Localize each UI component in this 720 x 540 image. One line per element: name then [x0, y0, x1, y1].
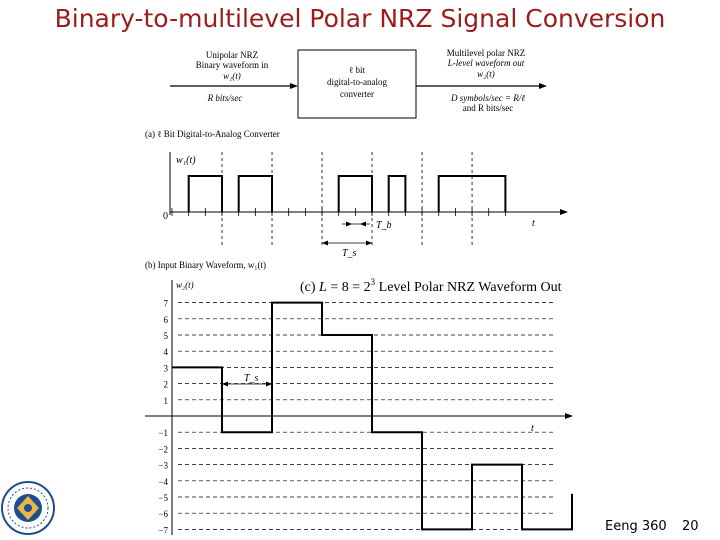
caption-c	[300, 277, 562, 295]
binary-pulse	[189, 176, 222, 212]
input-label-1: Unipolar NRZ	[205, 50, 259, 60]
level-tick-label: −3	[158, 460, 168, 471]
input-label-3: w₁(t)	[223, 71, 241, 81]
caption-c-sup: 3	[370, 277, 376, 287]
level-tick-labels	[158, 299, 168, 536]
ts2-label: T_s	[244, 373, 259, 384]
level-tick-label: 5	[163, 331, 168, 341]
input-arrowhead	[290, 83, 298, 89]
input-rate: R bits/sec	[207, 93, 243, 103]
output-rate-1: D symbols/sec = R/ℓ	[450, 93, 526, 103]
level-tick-label: −7	[158, 525, 168, 536]
level-tick-label: 2	[163, 379, 168, 390]
converter-line-2: digital-to-analog	[327, 77, 387, 87]
caption-a: (a) ℓ Bit Digital-to-Analog Converter	[145, 129, 280, 139]
multilevel-t-arrowhead	[565, 413, 573, 419]
ts-arrow-left	[322, 241, 328, 246]
output-label-2: L-level waveform out	[447, 58, 525, 68]
caption-c-prefix: (c)	[300, 280, 320, 295]
level-tick-label: −2	[158, 444, 168, 455]
binary-ylabel: w₁(t)	[176, 155, 196, 166]
symbol-dividers	[222, 152, 472, 248]
converter-line-3: converter	[340, 89, 374, 99]
footer-page-number: 20	[682, 519, 699, 534]
multilevel-t-label: t	[531, 423, 534, 434]
binary-pulse	[239, 176, 272, 212]
output-label-3: w₂(t)	[477, 69, 495, 79]
binary-pulse	[339, 176, 372, 212]
tb-arrow-left	[346, 222, 352, 227]
level-tick-label: −1	[158, 428, 168, 439]
block-diagram	[170, 48, 547, 118]
multilevel-ylabel: w₂(t)	[176, 280, 194, 290]
level-tick-label: 6	[163, 314, 168, 325]
caption-c-suffix: Level Polar NRZ Waveform Out	[375, 280, 562, 295]
university-logo	[2, 482, 54, 534]
output-rate-2: and R bits/sec	[462, 103, 514, 113]
level-tick-label: −5	[158, 493, 168, 503]
binary-pulse	[389, 176, 406, 212]
output-label-1: Multilevel polar NRZ	[446, 48, 526, 58]
footer-course: Eeng 360	[605, 519, 667, 534]
ts-arrow-right	[366, 241, 372, 246]
output-arrowhead	[539, 83, 547, 89]
level-tick-label: 3	[163, 363, 168, 374]
input-label-2: Binary waveform in	[195, 60, 269, 70]
level-tick-label: 1	[163, 395, 168, 406]
binary-t-label: t	[532, 218, 535, 229]
level-tick-label: 7	[163, 298, 168, 309]
binary-pulses	[189, 176, 506, 212]
caption-c-eq: = 8 = 2	[326, 280, 371, 295]
caption-c-l: L	[319, 280, 327, 295]
level-tick-label: −6	[158, 509, 168, 520]
slide-title: Binary-to-multilevel Polar NRZ Signal Conversion	[54, 4, 666, 33]
multilevel-waveform-panel	[145, 280, 573, 535]
level-tick-label: 4	[163, 347, 168, 358]
binary-t-arrowhead	[560, 209, 568, 215]
caption-b: (b) Input Binary Waveform, w₁(t)	[145, 260, 266, 270]
binary-waveform-panel	[163, 152, 568, 259]
binary-origin-label: 0	[163, 211, 168, 222]
ts-label: T_s	[342, 248, 357, 259]
level-tick-label: −4	[158, 476, 168, 487]
converter-line-1: ℓ bit	[348, 65, 366, 75]
tb-label: T_b	[376, 220, 392, 231]
tb-arrow-right	[360, 222, 366, 227]
